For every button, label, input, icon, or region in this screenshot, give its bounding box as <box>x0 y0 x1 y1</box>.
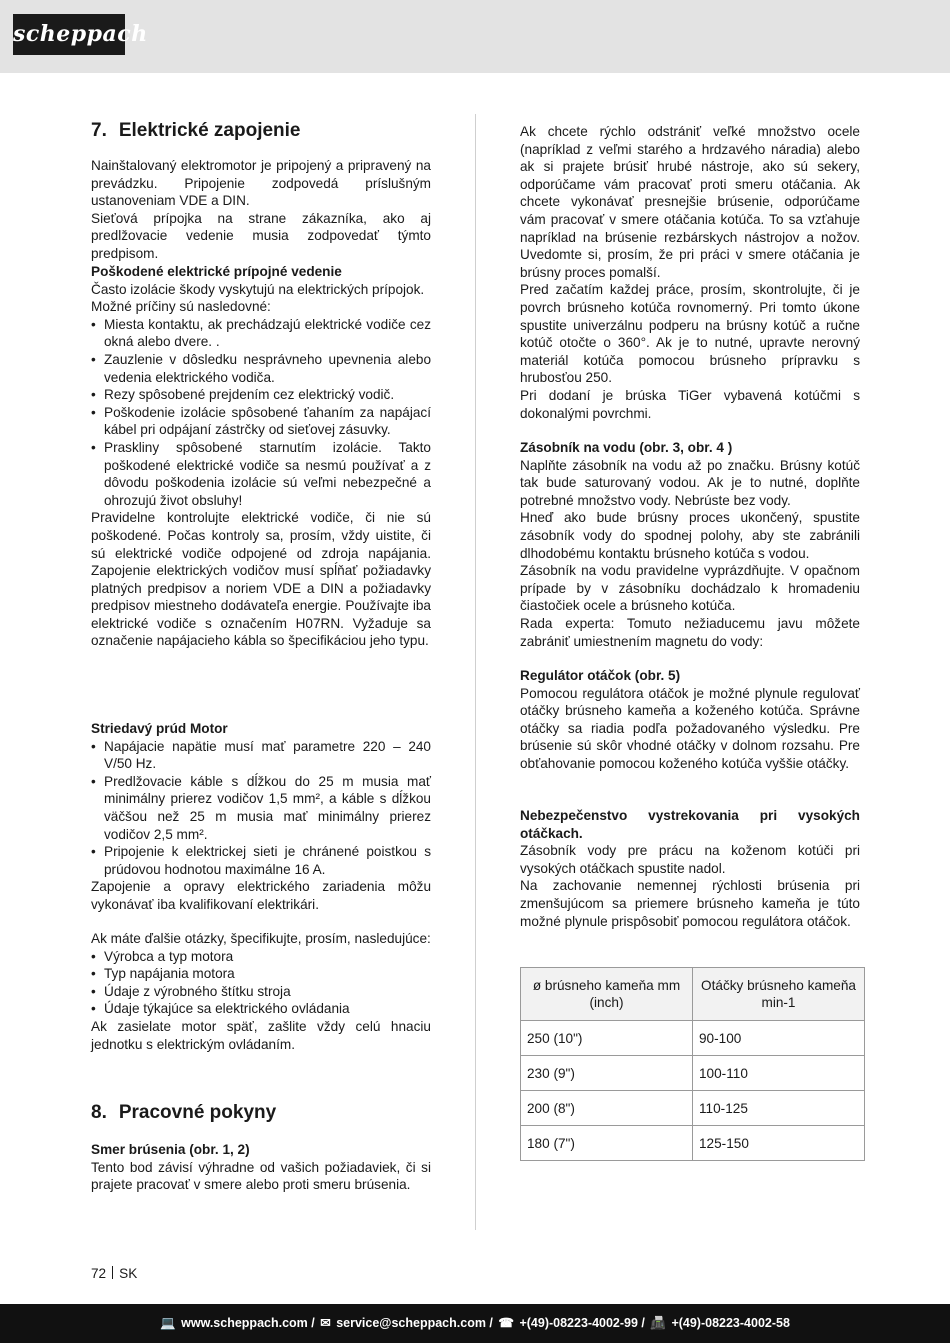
subheading: Smer brúsenia (obr. 1, 2) <box>91 1142 250 1157</box>
table-header-row <box>521 968 865 1021</box>
splash-danger-block <box>520 807 860 930</box>
damaged-cable-block <box>91 263 431 650</box>
list-item: • Poškodenie izolácie spôsobené ťahaním za napájací kábel pri odpájaní zástrčky od sieťovej zásuvky. <box>91 404 431 439</box>
paragraph: Možné príčiny sú nasledovné: <box>91 299 271 315</box>
direction-block <box>91 1141 431 1194</box>
email-link[interactable]: service@scheppach.com / <box>336 1316 493 1330</box>
table-cell: 250 (10") <box>521 1021 693 1056</box>
column-divider <box>475 114 476 1230</box>
section-number: 8. <box>91 1102 107 1123</box>
list-item: • Rezy spôsobené prejdením cez elektrický vodič. <box>91 386 431 404</box>
table-row <box>521 1021 865 1056</box>
list-item: • Praskliny spôsobené starnutím izolácie. Takto poškodené elektrické vodiče sa nesmú používať a z dôvodu poškodenia izolácie sú veľmi nebezpečné a ohrozujú život obsluhy! <box>91 439 431 509</box>
subheading: Striedavý prúd Motor <box>91 721 228 736</box>
paragraph: Hneď ako bude brúsny proces ukončený, spustite zásobník vody do spodnej polohy, aby ste zabránili dlhodobému kontaktu brúsneho kotúča s vodou. <box>520 510 860 561</box>
subheading: Poškodené elektrické prípojné vedenie <box>91 264 342 279</box>
paragraph: Pomocou regulátora otáčok je možné plynule regulovať otáčky brúsneho kameňa a koženého kotúča. Správne otáčky sa riadia podľa požadovaného výsledku. Pre brúsenie sú skôr vhodné otáčky v dolnom rozsahu. Pre obťahovanie pomocou koženého kotúča vyššie otáčky. <box>520 685 860 771</box>
paragraph: Pri dodaní je brúska TiGer vybavená kotúčmi s dokonalými povrchmi. <box>520 387 860 421</box>
subheading: Regulátor otáčok (obr. 5) <box>520 668 681 683</box>
paragraph: Často izolácie škody vyskytujú na elektrických prípojok. <box>91 281 425 297</box>
water-tank-block <box>520 439 860 650</box>
section-8-heading <box>91 1102 276 1124</box>
bullet-list <box>91 948 431 1018</box>
phone-icon: ☎ <box>498 1316 514 1330</box>
phone-number: +(49)-08223-4002-99 / <box>519 1316 645 1330</box>
grinding-direction-text <box>520 123 860 422</box>
mail-icon: ✉ <box>320 1316 331 1330</box>
page-footer <box>0 1304 950 1343</box>
list-item: • Pripojenie k elektrickej sieti je chránené poistkou s prúdovou hodnotou maximálne 16 A. <box>91 843 431 878</box>
speed-regulator-block <box>520 667 860 773</box>
list-item: • Výrobca a typ motora <box>91 948 431 966</box>
paragraph: Sieťová prípojka na strane zákazníka, ako aj predlžovacie vedenie musia zodpovedať týmto predpisom. <box>91 210 431 261</box>
paragraph: Ak chcete rýchlo odstrániť veľké množstvo ocele (napríklad z veľmi starého a hrdzavého náradia) alebo ak si prajete brúsiť hrubé nástroje, ako sú sekery, odporúčame vám pracovať proti smeru otáčania. Ak chcete vykonávať presnejšie brúsenie, odporúčame vám pracovať v smere otáčania kotúča. To sa vzťahuje napríklad na brúsenie rezbárskych nástrojov a nožov. Uvedomte si, prosím, že pri práci v smere otáčania je brúsny proces pomalší. <box>520 124 860 280</box>
list-item: • Zauzlenie v dôsledku nesprávneho upevnenia alebo vedenia elektrického vodiča. <box>91 351 431 386</box>
paragraph: Zásobník vody pre prácu na koženom kotúči pri vysokých otáčkach spustite nadol. <box>520 843 860 876</box>
list-item: • Údaje týkajúce sa elektrického ovládania <box>91 1000 431 1018</box>
paragraph: Pred začatím každej práce, prosím, skontrolujte, či je povrch brúsneho kotúča rovnomerný. Pri tomto úkone spustite univerzálnu podperu na brúsny kotúč a ručne kotúč otočte o 360°. Ak je to nutné, upravte nerovný materiál kotúča pomocou brúsneho prípravku s hrubosťou 250. <box>520 282 860 386</box>
paragraph: Ak máte ďalšie otázky, špecifikujte, prosím, nasledujúce: <box>91 931 431 946</box>
speed-table <box>520 967 865 1161</box>
list-item: • Údaje z výrobného štítku stroja <box>91 983 431 1001</box>
table-header-cell: Otáčky brúsneho kameňa min-1 <box>693 968 865 1021</box>
table-cell: 125-150 <box>693 1126 865 1161</box>
fax-icon: 📠 <box>650 1316 666 1330</box>
paragraph: Zapojenie a opravy elektrického zariadenia môžu vykonávať iba kvalifikovaní elektrikári. <box>91 879 431 912</box>
separator <box>112 1266 113 1279</box>
subheading: Nebezpečenstvo vystrekovania pri vysokých otáčkach. <box>520 808 860 841</box>
table-cell: 230 (9") <box>521 1056 693 1091</box>
section-7-heading <box>91 120 301 142</box>
paragraph: Na zachovanie nemennej rýchlosti brúsenia pri zmenšujúcom sa priemere brúsneho kameňa je túto možné plynule prispôsobiť pomocou regulátora otáčok. <box>520 878 860 929</box>
paragraph: Tento bod závisí výhradne od vašich požiadaviek, či si prajete pracovať v smere alebo proti smeru brúsenia. <box>91 1159 431 1193</box>
subheading: Zásobník na vodu (obr. 3, obr. 4 ) <box>520 440 733 455</box>
ac-motor-block <box>91 720 431 914</box>
table-row <box>521 1126 865 1161</box>
paragraph: Rada experta: Tomuto nežiaducemu javu môžete zabrániť umiestnením magnetu do vody: <box>520 615 860 649</box>
paragraph: Pravidelne kontrolujte elektrické vodiče, či nie sú poškodené. Počas kontroly sa, prosím, vždy uistite, či sú elektrické vodiče odpojené od zdroja napájania. Zapojenie elektrických vodičov musí spĺňať požiadavky platných predpisov a noriem VDE a DIN a požiadavky predpisov miestneho dodávateľa energie. Používajte iba elektrické vodiče s označením H07RN. Vyžaduje sa označenie napájacieho kábla so špecifikáciou jeho typu. <box>91 510 431 649</box>
list-item: • Predlžovacie káble s dĺžkou do 25 m musia mať minimálny prierez vodičov 1,5 mm², a káble s dĺžkou väčšou než 25 m musia mať minimálny prierez vodičov 2,5 mm². <box>91 773 431 843</box>
paragraph: Nainštalovaný elektromotor je pripojený a pripravený na prevádzku. Pripojenie zodpovedá príslušným ustanoveniam VDE a DIN. <box>91 158 431 209</box>
table-cell: 100-110 <box>693 1056 865 1091</box>
paragraph: Zásobník na vodu pravidelne vyprázdňujte. V opačnom prípade by v zásobníku dochádzalo k hromadeniu čiastočiek ocele a brúsneho kotúča. <box>520 563 860 614</box>
page-number-value: 72 <box>91 1266 107 1281</box>
list-item: • Typ napájania motora <box>91 965 431 983</box>
bullet-list <box>91 738 431 879</box>
website-link[interactable]: www.scheppach.com / <box>181 1316 315 1330</box>
page-number <box>91 1266 137 1281</box>
section-title: Pracovné pokyny <box>118 1102 277 1123</box>
questions-block <box>91 930 431 1053</box>
page-header <box>0 0 950 73</box>
table-row <box>521 1091 865 1126</box>
list-item: • Napájacie napätie musí mať parametre 220 – 240 V/50 Hz. <box>91 738 431 773</box>
table-cell: 200 (8") <box>521 1091 693 1126</box>
table-header-cell: ø brúsneho kameňa mm (inch) <box>521 968 693 1021</box>
paragraph: Naplňte zásobník na vodu až po značku. Brúsny kotúč tak bude saturovaný vodou. Ak je to nutné, doplňte potrebné množstvo vody. Nebrúste bez vody. <box>520 457 860 508</box>
fax-number: +(49)-08223-4002-58 <box>671 1316 790 1330</box>
list-item: • Miesta kontaktu, ak prechádzajú elektrické vodiče cez okná alebo dvere. . <box>91 316 431 351</box>
intro-block <box>91 157 431 263</box>
section-number: 7. <box>91 120 107 141</box>
paragraph: Ak zasielate motor späť, zašlite vždy celú hnaciu jednotku s elektrickým ovládaním. <box>91 1018 431 1052</box>
scheppach-logo: scheppach <box>13 14 125 55</box>
table-cell: 180 (7") <box>521 1126 693 1161</box>
bullet-list <box>91 316 431 510</box>
table-row <box>521 1056 865 1091</box>
table-cell: 110-125 <box>693 1091 865 1126</box>
section-title: Elektrické zapojenie <box>118 120 301 141</box>
language-code: SK <box>119 1266 138 1281</box>
computer-icon: 💻 <box>160 1316 176 1330</box>
table-cell: 90-100 <box>693 1021 865 1056</box>
